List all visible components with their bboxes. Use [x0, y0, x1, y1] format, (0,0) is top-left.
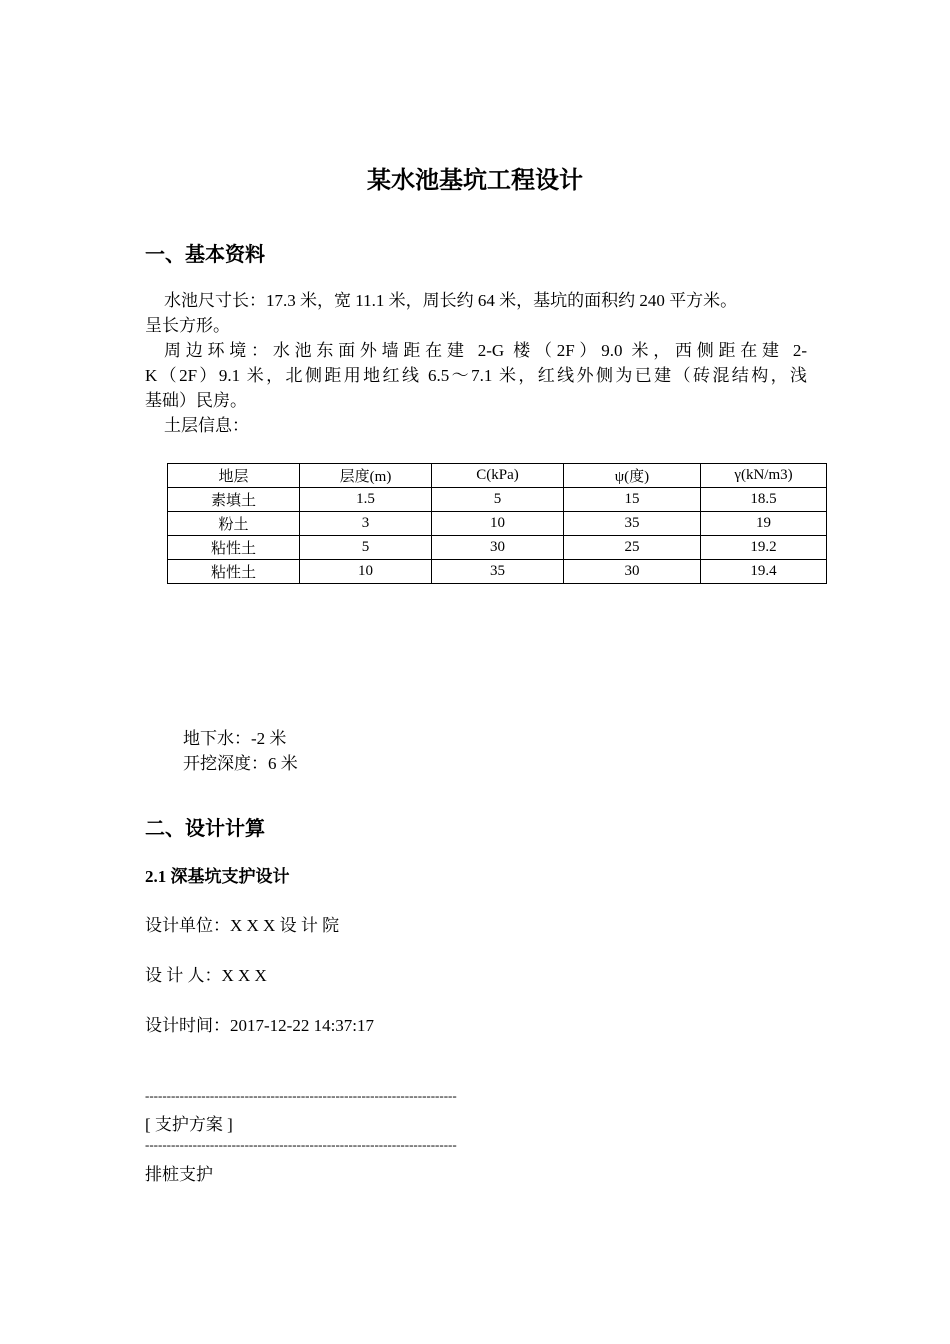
table-row: [168, 536, 827, 560]
section-heading-basic-data: 一、基本资料: [145, 242, 265, 266]
table-header-row: [168, 464, 827, 488]
table-cell: 5: [432, 488, 564, 512]
table-row: [168, 560, 827, 584]
table-cell: 25: [564, 536, 701, 560]
table-header-cell: ψ(度): [564, 464, 701, 488]
table-row: [168, 488, 827, 512]
dashed-separator: ------------------------------------------------------------------------: [145, 1088, 457, 1103]
section-heading-design-calc: 二、设计计算: [145, 816, 265, 840]
subsection-heading: 2.1 深基坑支护设计: [145, 867, 290, 886]
table-cell: 粉土: [168, 512, 300, 536]
designer-text: 设 计 人：X X X: [145, 966, 267, 985]
table-cell: 35: [432, 560, 564, 584]
soil-info-label: 土层信息：: [164, 416, 249, 435]
paragraph-pool-size: [145, 288, 807, 438]
table-cell: 10: [432, 512, 564, 536]
table-header-cell: 地层: [168, 464, 300, 488]
table-cell: 15: [564, 488, 701, 512]
dashed-separator: ------------------------------------------------------------------------: [145, 1137, 457, 1152]
design-time-text: 设计时间：2017-12-22 14:37:17: [145, 1016, 375, 1035]
table-header-cell: 层度(m): [300, 464, 432, 488]
paragraph-line: 基础）民房。: [145, 391, 247, 410]
paragraph-line: K（2F）9.1 米，北侧距用地红线 6.5～7.1 米，红线外侧为已建（砖混结构，浅: [145, 366, 807, 385]
page-title: 某水池基坑工程设计: [367, 166, 583, 194]
table-header-cell: γ(kN/m3): [701, 464, 827, 488]
paragraph-line: 周边环境：水池东面外墙距在建 2-G 楼（2F）9.0 米，西侧距在建 2-: [164, 341, 807, 360]
table-cell: 素填土: [168, 488, 300, 512]
scheme-value: 排桩支护: [145, 1165, 213, 1184]
excavation-depth-text: 开挖深度：6 米: [183, 754, 298, 773]
table-cell: 19: [701, 512, 827, 536]
table-cell: 30: [564, 560, 701, 584]
paragraph-line: 水池尺寸长：17.3 米，宽 11.1 米，周长约 64 米，基坑的面积约 240 平方米。: [164, 291, 738, 310]
table-cell: 19.4: [701, 560, 827, 584]
design-unit-text: 设计单位：X X X 设 计 院: [145, 916, 340, 935]
table-cell: 3: [300, 512, 432, 536]
table-cell: 35: [564, 512, 701, 536]
table-cell: 5: [300, 536, 432, 560]
table-cell: 10: [300, 560, 432, 584]
table-header-cell: C(kPa): [432, 464, 564, 488]
table-cell: 粘性土: [168, 560, 300, 584]
table-cell: 18.5: [701, 488, 827, 512]
table-row: [168, 512, 827, 536]
soil-table: [167, 463, 827, 584]
table-cell: 1.5: [300, 488, 432, 512]
groundwater-text: 地下水：-2 米: [183, 729, 287, 748]
paragraph-line: 呈长方形。: [145, 316, 230, 335]
table-cell: 19.2: [701, 536, 827, 560]
table-cell: 30: [432, 536, 564, 560]
table-cell: 粘性土: [168, 536, 300, 560]
scheme-label: [ 支护方案 ]: [145, 1115, 233, 1134]
